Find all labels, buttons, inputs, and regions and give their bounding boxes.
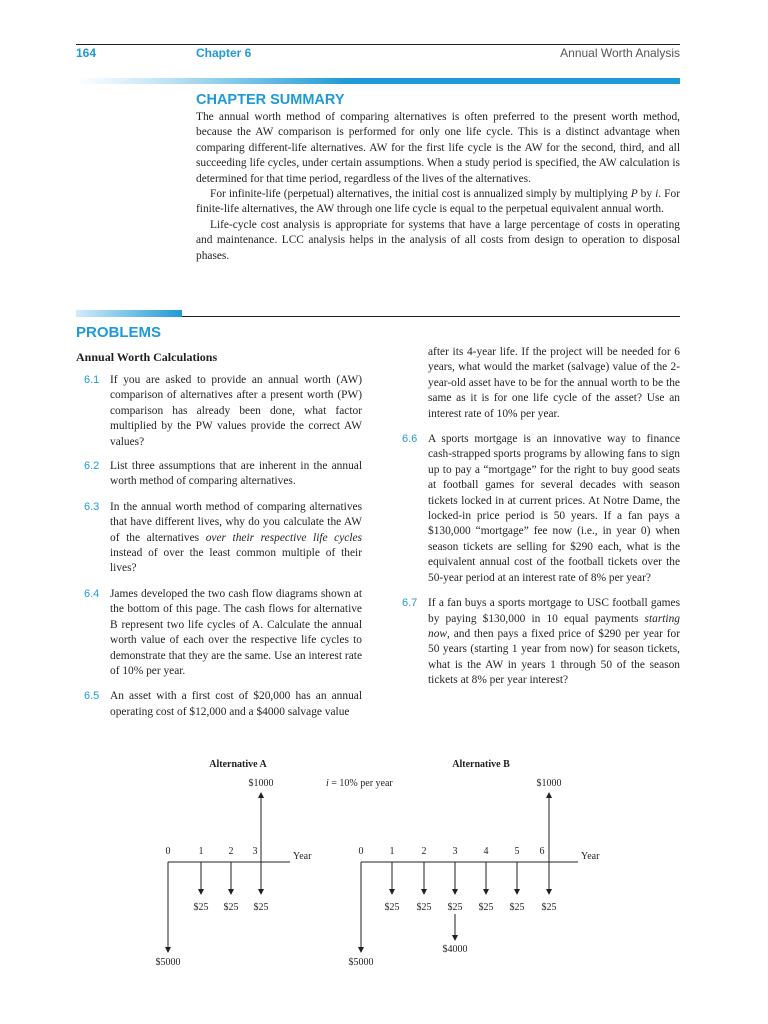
alt-a-annual-amount: $25	[253, 902, 269, 913]
problem-number: 6.1	[84, 374, 100, 386]
alt-b-annual-amount: $25	[447, 902, 463, 913]
alt-b-year-label: Year	[581, 851, 600, 862]
summary-p2-var-p: P	[630, 188, 638, 201]
problem-text: James developed the two cash flow diagrams shown at the bottom of this page. The cash flows for alternative B represent two life cycles of A. Calculate the annual worth value of each over the respective life cycles to demonstrate that they are the same. Use an interest rate of 10% per year.	[110, 587, 362, 677]
alt-a-annual-amount: $25	[223, 902, 239, 913]
problems-accent-bar	[76, 310, 182, 317]
problem-text-a: In the annual worth method of comparing alternatives that have different lives, why do you calculate the AW of the alternatives	[110, 500, 362, 544]
summary-paragraph-2	[196, 187, 680, 218]
alt-b-annual-amount: $25	[416, 902, 432, 913]
alt-b-annual-amount: $25	[384, 902, 400, 913]
problem-number: 6.5	[84, 690, 100, 703]
alt-a-year-1: 1	[198, 846, 204, 857]
alt-b-annual-amount: $25	[541, 902, 557, 913]
problem-6-3	[76, 500, 362, 577]
summary-body	[196, 110, 680, 264]
problem-text: List three assumptions that are inherent in the annual worth method of comparing alternatives.	[110, 460, 362, 488]
alt-b-year-3: 3	[452, 846, 458, 857]
alt-b-salvage-amount: $1000	[536, 778, 562, 789]
problems-subheading: Annual Worth Calculations	[76, 350, 218, 364]
running-title: Annual Worth Analysis	[560, 46, 680, 60]
cash-flow-diagrams	[140, 750, 610, 980]
alt-b-year-5: 5	[514, 846, 520, 857]
problems-rule	[182, 316, 680, 317]
problem-number: 6.2	[84, 460, 100, 473]
interest-var-i: i	[326, 778, 329, 789]
alt-a-salvage-amount: $1000	[248, 778, 274, 789]
alt-b-year-1: 1	[389, 846, 395, 857]
alt-b-year-0: 0	[358, 846, 364, 857]
problems-heading: PROBLEMS	[76, 324, 162, 341]
problem-text-b: , and then pays a fixed price of $290 per year for 50 years (starting 1 year from now) for season tickets, what is the AW in years 1 through 50 of the season tickets at 8% per year interest?	[428, 627, 680, 687]
problem-6-4	[76, 587, 362, 679]
alt-a-initial-amount: $5000	[155, 957, 181, 968]
problem-text-emphasis: starting now	[428, 612, 680, 640]
alt-a-year-2: 2	[228, 846, 234, 857]
summary-p2-text-c: . For finite-life alternatives, the AW through one life cycle is equal to the perpetual equivalent annual worth.	[196, 188, 680, 216]
header-accent-bar	[76, 78, 680, 84]
chapter-label: Chapter 6	[196, 46, 252, 60]
problem-number: 6.4	[84, 587, 100, 600]
alt-a-title: Alternative A	[209, 759, 267, 770]
summary-paragraph-3: Life-cycle cost analysis is appropriate for systems that have a large percentage of costs in operating and maintenance. LCC analysis helps in the analysis of all costs from design to operation to disposal phases.	[196, 218, 680, 262]
alt-a-year-3: 3	[252, 846, 258, 857]
problem-number: 6.6	[402, 433, 418, 446]
problems-right-column	[394, 345, 680, 689]
alt-b-title: Alternative B	[452, 759, 510, 770]
summary-p2-text-a: For infinite-life (perpetual) alternatives, the initial cost is annualized simply by multiplying	[210, 188, 631, 201]
summary-paragraph-1: The annual worth method of comparing alternatives is often preferred to the present worth method, because the AW comparison is performed for only one life cycle. This is a distinct advantage when comparing different-life alternatives. AW for the first life cycle is the AW for the second, third, and all succeeding life cycles, under certain assumptions. When a study period is specified, the AW calculation is determined for that time period, regardless of the lives of the alternatives.	[196, 111, 680, 185]
page-number: 164	[76, 46, 97, 60]
alt-b-initial-amount: $5000	[348, 957, 374, 968]
problem-6-5-continuation: after its 4-year life. If the project will be needed for 6 years, what would the market (salvage) value of the 2-year-old asset have to be for the annual worth to be the same as it is for one life cycle of the asset? Use an interest rate of 10% per year.	[428, 346, 680, 420]
problem-6-1	[76, 373, 362, 450]
header-rule	[76, 44, 680, 45]
problem-6-7	[394, 596, 680, 688]
alt-b-midlife-cost-amount: $4000	[442, 944, 468, 955]
problem-text: An asset with a first cost of $20,000 has an annual operating cost of $12,000 and a $4000 salvage value	[110, 690, 362, 718]
alt-b-year-4: 4	[483, 846, 489, 857]
alt-b-annual-amount: $25	[478, 902, 494, 913]
problem-number: 6.7	[402, 597, 418, 610]
problem-number: 6.3	[84, 500, 100, 513]
alt-b-year-2: 2	[421, 846, 427, 857]
alt-a-year-0: 0	[165, 846, 171, 857]
interest-rate-label	[326, 778, 393, 789]
problem-text: If you are asked to provide an annual worth (AW) comparison of alternatives after a present worth (PW) comparison has already been done, what factor multiplied by the PW values provide the correct AW values?	[110, 374, 362, 448]
problem-text-b: instead of over the least common multiple of their lives?	[110, 547, 362, 575]
problem-text-emphasis: over their respective life cycles	[205, 531, 362, 544]
problem-6-6	[394, 432, 680, 586]
problem-text-a: If a fan buys a sports mortgage to USC football games by paying $130,000 in 10 equal payments	[428, 597, 680, 625]
alt-b-year-6: 6	[539, 846, 545, 857]
summary-p2-var-i: i	[655, 188, 659, 201]
alt-a-annual-amount: $25	[193, 902, 209, 913]
problems-left-column	[76, 373, 362, 720]
alt-a-year-label: Year	[293, 851, 312, 862]
summary-heading: CHAPTER SUMMARY	[196, 92, 345, 108]
problem-6-5	[76, 689, 362, 720]
problem-6-2	[76, 459, 362, 490]
alt-b-annual-amount: $25	[509, 902, 525, 913]
problem-text: A sports mortgage is an innovative way to finance cash-strapped sports programs by allowing fans to sign up to pay a “mortgage” for the right to buy good seats at football games for several decades with season tickets locked in at current prices. At Notre Dame, the locked-in price period is 50 years. If a fan pays a $130,000 “mortgage” fee now (i.e., in year 0) when season tickets are selling for $290 each, what is the equivalent annual cost of the football tickets over the 50-year period at an interest rate of 8% per year?	[428, 433, 680, 584]
summary-p2-text-b: by	[637, 188, 656, 201]
interest-rate-value: = 10% per year	[328, 778, 393, 789]
